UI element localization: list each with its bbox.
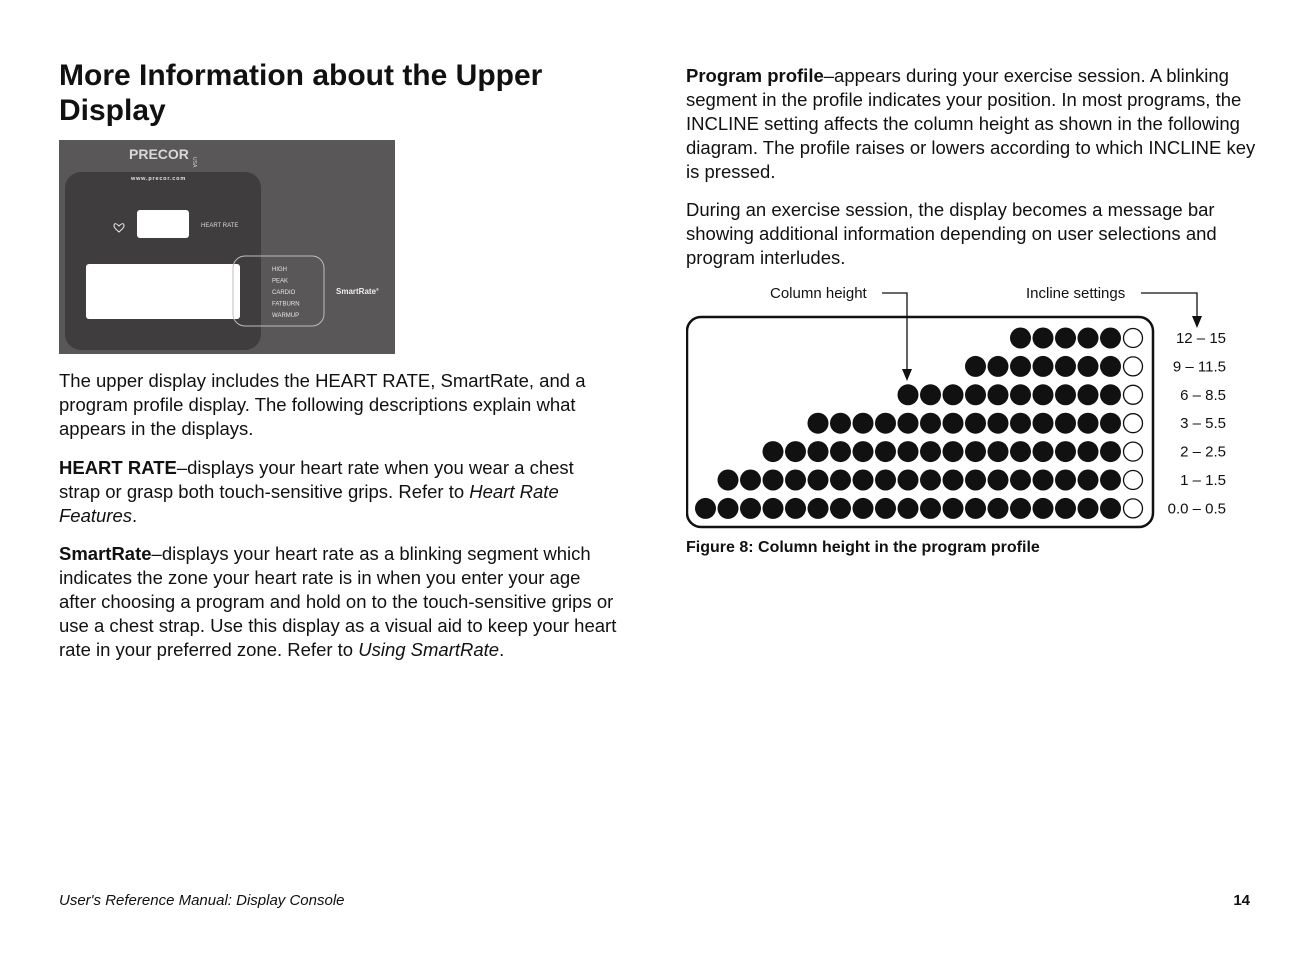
incline-row-label: 6 – 8.5 (1180, 386, 1226, 404)
profile-filled-dot (785, 470, 806, 491)
console-url: www.precor.com (131, 176, 187, 182)
profile-filled-dot (1033, 384, 1054, 405)
footer-manual-title: User's Reference Manual: Display Console (59, 892, 345, 909)
heart-rate-text: –displays your heart rate when you wear a chest strap or grasp both touch-sensitive grips. Refer to (59, 457, 574, 502)
profile-filled-dot (1033, 470, 1054, 491)
profile-filled-dot (898, 498, 919, 519)
incline-row-label: 2 – 2.5 (1180, 443, 1226, 461)
heart-rate-screen (137, 210, 189, 238)
incline-row-labels (1168, 330, 1226, 517)
profile-filled-dot (965, 441, 986, 462)
profile-filled-dot (965, 498, 986, 519)
profile-filled-dot (740, 498, 761, 519)
incline-row-label: 0.0 – 0.5 (1167, 500, 1226, 518)
profile-filled-dot (830, 470, 851, 491)
incline-row-label: 9 – 11.5 (1172, 358, 1226, 376)
profile-filled-dot (988, 470, 1009, 491)
profile-empty-dot (1124, 499, 1143, 518)
profile-filled-dot (898, 384, 919, 405)
program-profile-screen (86, 264, 240, 319)
profile-filled-dot (830, 413, 851, 434)
profile-filled-dot (965, 470, 986, 491)
console-bezel (65, 172, 261, 350)
profile-filled-dot (763, 441, 784, 462)
profile-filled-dot (785, 498, 806, 519)
incline-row-label: 12 – 15 (1175, 330, 1226, 347)
intro-text: The upper display includes the HEART RATE, SmartRate, and a program profile display. The following descriptions explain what appears in the displays. (59, 370, 586, 439)
heart-rate-term: HEART RATE (59, 457, 177, 478)
smartrate-term: SmartRate (59, 543, 152, 564)
using-smartrate-reference: Using SmartRate (358, 639, 500, 660)
profile-filled-dot (785, 441, 806, 462)
profile-filled-dot (920, 470, 941, 491)
profile-filled-dot (1010, 441, 1031, 462)
profile-filled-dot (943, 384, 964, 405)
profile-filled-dot (1078, 470, 1099, 491)
profile-filled-dot (1078, 328, 1099, 349)
column-height-arrow (882, 293, 907, 374)
profile-filled-dot (1078, 441, 1099, 462)
column-height-arrowhead (902, 369, 912, 381)
profile-filled-dot (1100, 498, 1121, 519)
profile-filled-dot (808, 470, 829, 491)
smartrate-zone-cardio: CARDIO (272, 290, 296, 296)
profile-filled-dot (898, 441, 919, 462)
profile-filled-dot (988, 498, 1009, 519)
profile-filled-dot (763, 498, 784, 519)
incline-settings-callout: Incline settings (1026, 285, 1126, 302)
program-profile-paragraph (686, 64, 1256, 184)
profile-filled-dot (875, 470, 896, 491)
profile-filled-dot (695, 498, 716, 519)
smartrate-zone-peak: PEAK (272, 278, 289, 285)
precor-logo: PRECOR (129, 146, 189, 162)
profile-filled-dot (1033, 328, 1054, 349)
smartrate-paragraph (59, 542, 619, 662)
profile-filled-dot (1033, 413, 1054, 434)
incline-settings-arrow (1141, 293, 1197, 320)
profile-filled-dot (1055, 498, 1076, 519)
profile-filled-dot (808, 441, 829, 462)
profile-filled-dot (1055, 441, 1076, 462)
heart-rate-features-reference: Heart Rate Features (59, 481, 559, 526)
column-height-callout: Column height (770, 285, 867, 302)
profile-empty-dot (1124, 357, 1143, 376)
page-number: 14 (1233, 892, 1250, 909)
profile-filled-dot (920, 413, 941, 434)
profile-filled-dot (830, 498, 851, 519)
profile-filled-dot (1100, 356, 1121, 377)
profile-filled-dot (1010, 413, 1031, 434)
profile-filled-dot (920, 498, 941, 519)
profile-filled-dot (920, 441, 941, 462)
profile-filled-dot (898, 470, 919, 491)
profile-filled-dot (1100, 384, 1121, 405)
smartrate-zone-fatburn: FATBURN (272, 301, 300, 308)
profile-filled-dot (943, 470, 964, 491)
profile-filled-dot (1033, 498, 1054, 519)
upper-display-console-image (59, 140, 395, 354)
profile-filled-dot (943, 498, 964, 519)
profile-filled-dot (875, 441, 896, 462)
profile-filled-dot (853, 441, 874, 462)
profile-filled-dot (718, 498, 739, 519)
profile-filled-dot (1100, 413, 1121, 434)
profile-filled-dot (853, 413, 874, 434)
profile-filled-dot (920, 384, 941, 405)
smartrate-zone-warmup: WARMUP (272, 313, 300, 319)
profile-filled-dot (1078, 498, 1099, 519)
profile-empty-dot (1124, 442, 1143, 461)
profile-filled-dot (1100, 470, 1121, 491)
profile-empty-dot (1124, 471, 1143, 490)
incline-settings-arrowhead (1192, 316, 1202, 328)
profile-filled-dot (1033, 356, 1054, 377)
profile-filled-dot (1078, 356, 1099, 377)
profile-filled-dot (1010, 356, 1031, 377)
profile-filled-dot (988, 441, 1009, 462)
profile-filled-dot (853, 470, 874, 491)
program-profile-term: Program profile (686, 65, 824, 86)
figure-caption: Figure 8: Column height in the program profile (686, 539, 1040, 556)
profile-empty-dot (1124, 329, 1143, 348)
profile-filled-dot (875, 413, 896, 434)
page-title: More Information about the Upper Display (59, 59, 543, 127)
profile-filled-dot (1055, 470, 1076, 491)
profile-empty-dot (1124, 385, 1143, 404)
heart-rate-label: HEART RATE (201, 223, 239, 229)
session-text: During an exercise session, the display becomes a message bar showing additional information depending on user selections and program interludes. (686, 199, 1217, 268)
profile-filled-dot (1055, 413, 1076, 434)
profile-filled-dot (763, 470, 784, 491)
smartrate-label-text: SmartRate (336, 287, 377, 296)
precor-logo-usa: USA (191, 157, 197, 168)
smartrate-zone-high: HIGH (272, 267, 287, 273)
profile-filled-dot (1100, 328, 1121, 349)
profile-filled-dot (808, 498, 829, 519)
profile-filled-dot (965, 384, 986, 405)
profile-filled-dot (988, 356, 1009, 377)
profile-empty-dot (1124, 414, 1143, 433)
profile-dot-grid (695, 328, 1143, 519)
profile-filled-dot (1055, 384, 1076, 405)
profile-filled-dot (853, 498, 874, 519)
profile-filled-dot (898, 413, 919, 434)
heart-rate-end: . (132, 505, 138, 526)
profile-filled-dot (943, 413, 964, 434)
column-height-diagram (686, 280, 1246, 535)
profile-filled-dot (808, 413, 829, 434)
heart-rate-paragraph (59, 456, 619, 528)
profile-filled-dot (965, 413, 986, 434)
intro-paragraph (59, 369, 619, 441)
smartrate-registered-mark: ® (376, 287, 379, 292)
profile-filled-dot (1010, 498, 1031, 519)
profile-filled-dot (988, 413, 1009, 434)
profile-filled-dot (965, 356, 986, 377)
smartrate-label (336, 287, 379, 296)
profile-filled-dot (1033, 441, 1054, 462)
incline-row-label: 3 – 5.5 (1180, 415, 1226, 433)
profile-filled-dot (740, 470, 761, 491)
incline-row-label: 1 – 1.5 (1180, 472, 1226, 489)
smartrate-end: . (499, 639, 505, 660)
profile-filled-dot (1100, 441, 1121, 462)
profile-filled-dot (1078, 384, 1099, 405)
profile-filled-dot (1055, 328, 1076, 349)
smartrate-text: –displays your heart rate as a blinking segment which indicates the zone your heart rate is in when you enter your age after choosing a program and hold on to the touch-sensitive grips or use a chest strap. Use this display as a visual aid to keep your heart rate in your preferred zone. Refer to (59, 543, 617, 660)
profile-filled-dot (1010, 384, 1031, 405)
profile-filled-dot (1078, 413, 1099, 434)
profile-filled-dot (1055, 356, 1076, 377)
session-paragraph (686, 198, 1256, 270)
program-profile-text: –appears during your exercise session. A blinking segment in the profile indicates your position. In most programs, the INCLINE setting affects the column height as shown in the following diagram. The profile raises or lowers according to which INCLINE key is pressed. (686, 65, 1256, 182)
profile-filled-dot (1010, 328, 1031, 349)
profile-filled-dot (718, 470, 739, 491)
profile-filled-dot (830, 441, 851, 462)
profile-filled-dot (988, 384, 1009, 405)
profile-filled-dot (875, 498, 896, 519)
profile-filled-dot (943, 441, 964, 462)
profile-filled-dot (1010, 470, 1031, 491)
